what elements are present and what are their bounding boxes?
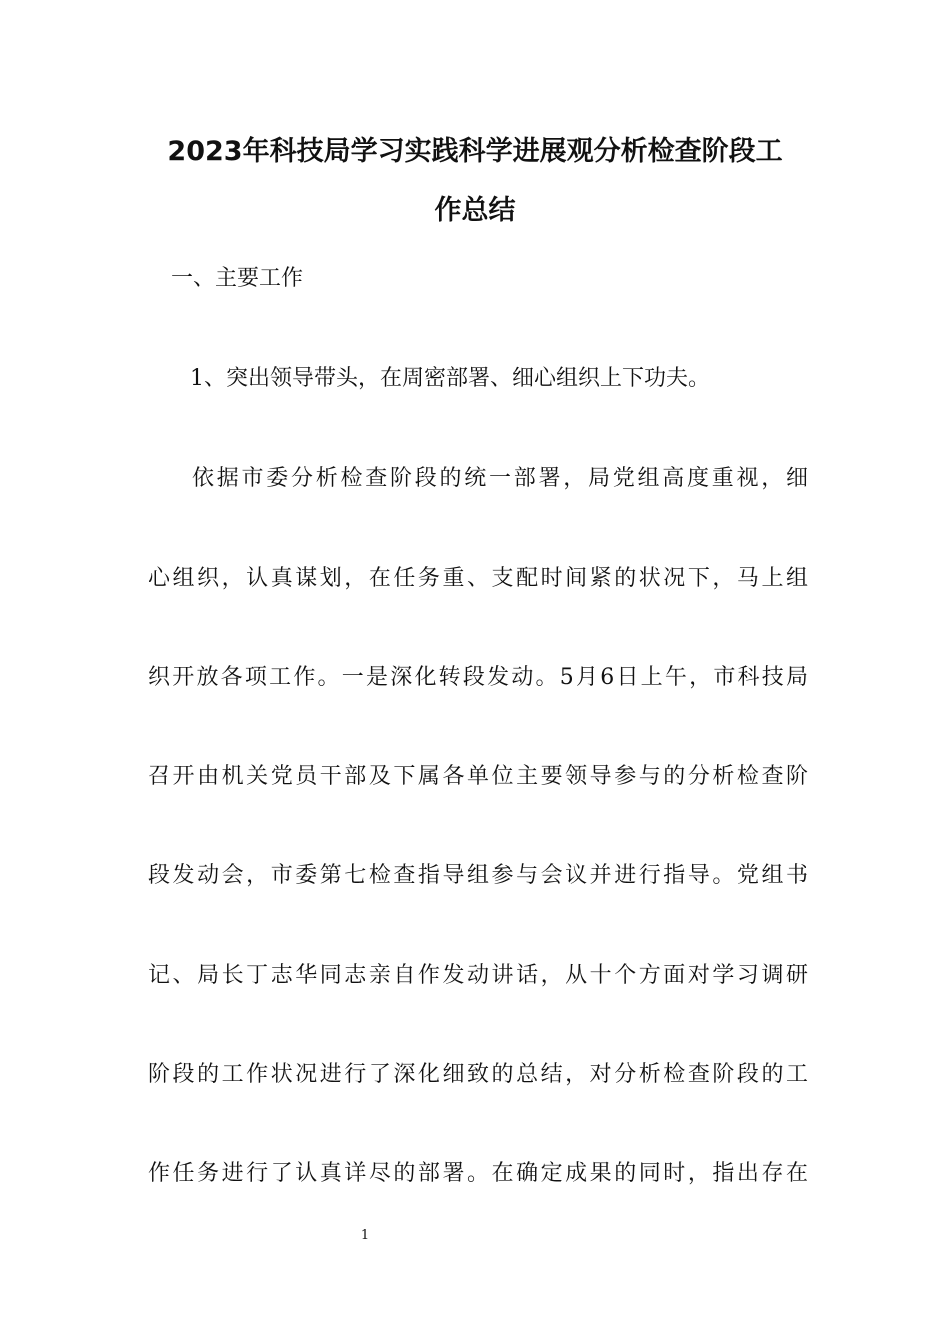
subheading: 1、突出领导带头，在周密部署、细心组织上下功夫。 xyxy=(190,366,710,391)
page-number: 1 xyxy=(360,1228,370,1243)
document-title-line-2: 作总结 xyxy=(434,195,516,226)
section-heading: 一、主要工作 xyxy=(171,266,304,291)
paragraph-line-7: 阶段的工作状况进行了深化细致的总结，对分析检查阶段的工 xyxy=(148,1062,808,1087)
paragraph-line-3: 织开放各项工作。一是深化转段发动。5月6日上午，市科技局 xyxy=(148,665,808,690)
paragraph-line-5: 段发动会，市委第七检查指导组参与会议并进行指导。党组书 xyxy=(148,863,808,888)
paragraph-line-8: 作任务进行了认真详尽的部署。在确定成果的同时，指出存在 xyxy=(148,1161,808,1186)
document-title-line-1: 2023年科技局学习实践科学进展观分析检查阶段工 xyxy=(167,136,783,167)
paragraph-line-1: 依据市委分析检查阶段的统一部署，局党组高度重视，细 xyxy=(192,466,808,491)
paragraph-line-4: 召开由机关党员干部及下属各单位主要领导参与的分析检查阶 xyxy=(148,764,808,789)
paragraph-line-6: 记、局长丁志华同志亲自作发动讲话，从十个方面对学习调研 xyxy=(148,963,808,988)
paragraph-line-2: 心组织，认真谋划，在任务重、支配时间紧的状况下，马上组 xyxy=(148,566,808,591)
